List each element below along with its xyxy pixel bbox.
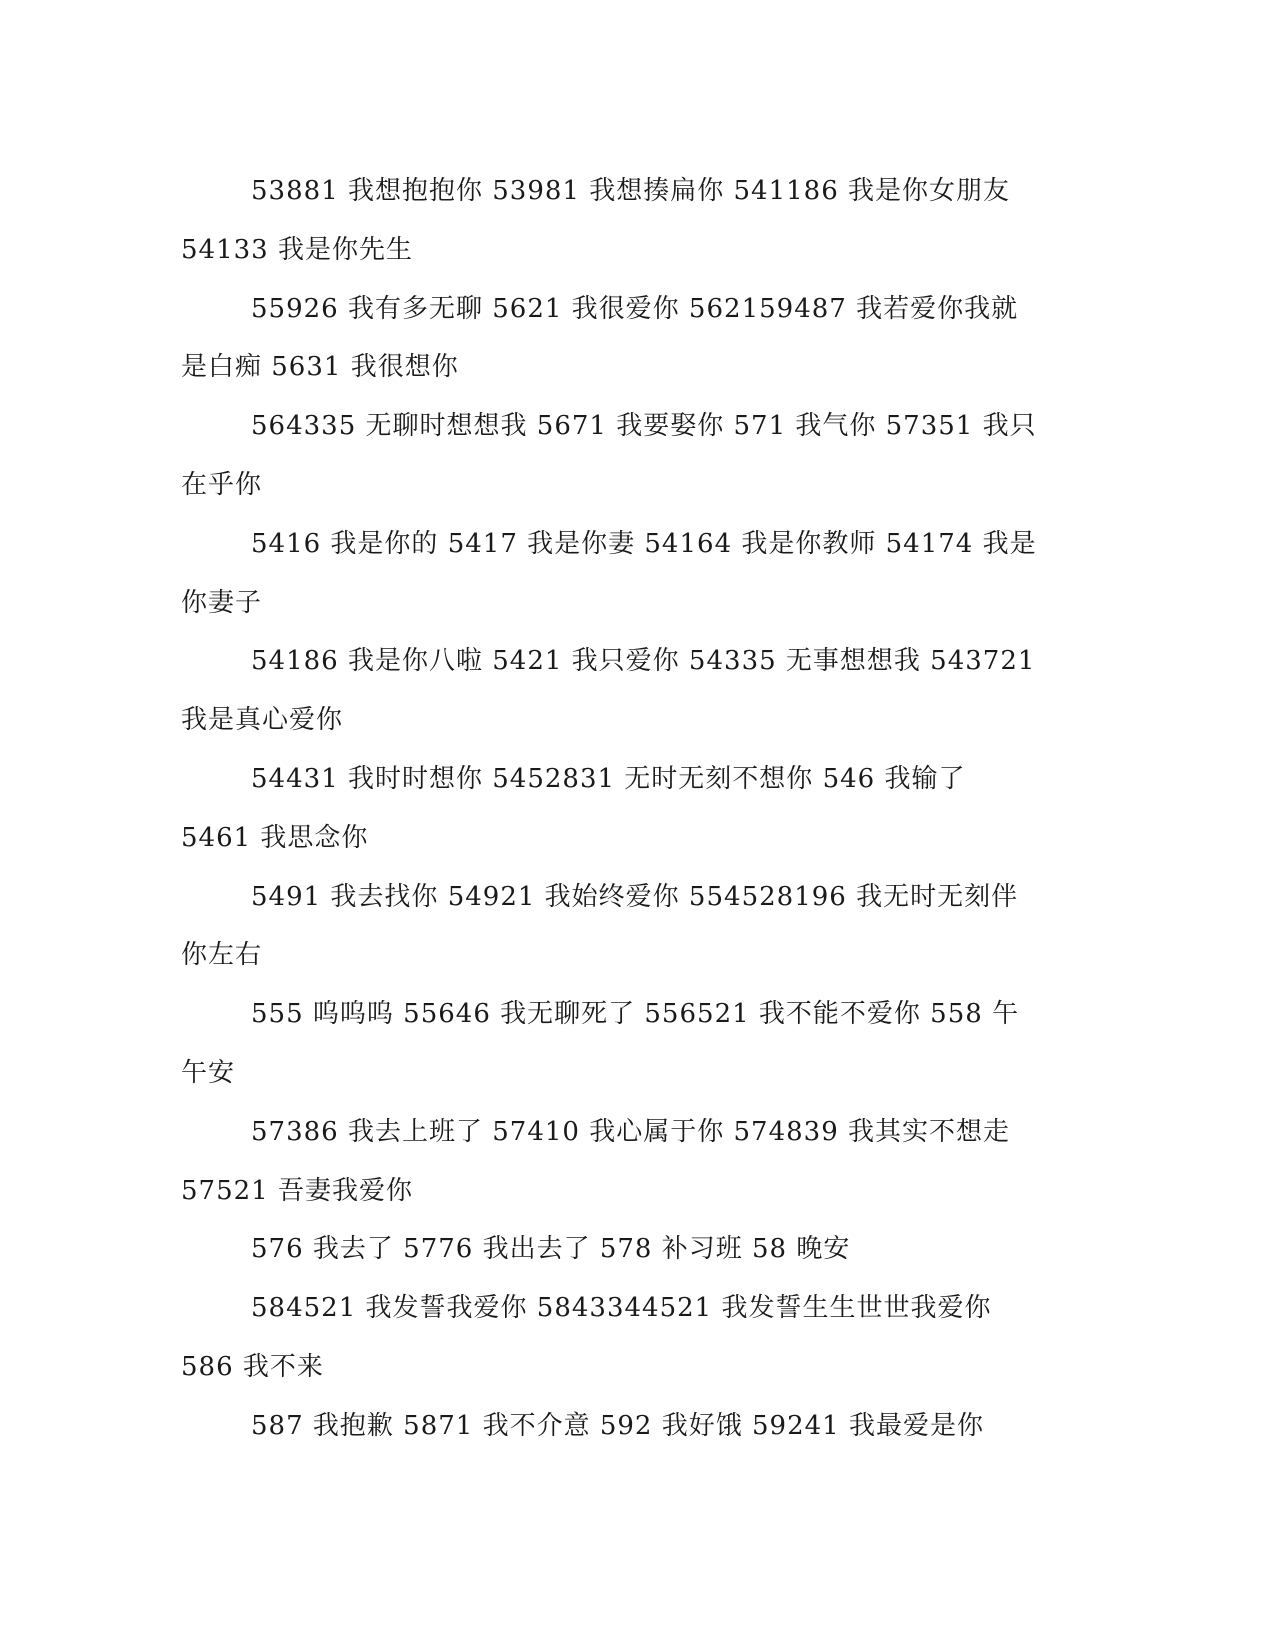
document-body [181,162,1041,1456]
paragraph: 576 我去了 5776 我出去了 578 补习班 58 晚安 [251,1234,851,1265]
paragraph: 584521 我发誓我爱你 5843344521 我发誓生生世世我爱你 586 我不来 [181,1293,992,1382]
paragraph: 57386 我去上班了 57410 我心属于你 574839 我其实不想走 57521 吾妻我爱你 [181,1116,1010,1206]
paragraph: 54186 我是你八啦 5421 我只爱你 54335 无事想想我 543721 我是真心爱你 [181,646,1036,736]
paragraph: 53881 我想抱抱你 53981 我想揍扁你 541186 我是你女朋友 54133 我是你先生 [181,176,1010,265]
paragraph: 5416 我是你的 5417 我是你妻 54164 我是你教师 54174 我是你妻子 [181,528,1037,618]
paragraph: 555 呜呜呜 55646 我无聊死了 556521 我不能不爱你 558 午午安 [181,999,1020,1088]
paragraph: 55926 我有多无聊 5621 我很爱你 562159487 我若爱你我就是白痴 5631 我很想你 [181,293,1019,383]
paragraph: 564335 无聊时想想我 5671 我要娶你 571 我气你 57351 我只在乎你 [181,411,1037,500]
paragraph: 587 我抱歉 5871 我不介意 592 我好饿 59241 我最爱是你 [251,1410,984,1441]
paragraph: 54431 我时时想你 5452831 无时无刻不想你 546 我输了 5461 我思念你 [181,763,966,853]
paragraph: 5491 我去找你 54921 我始终爱你 554528196 我无时无刻伴你左右 [181,881,1019,971]
